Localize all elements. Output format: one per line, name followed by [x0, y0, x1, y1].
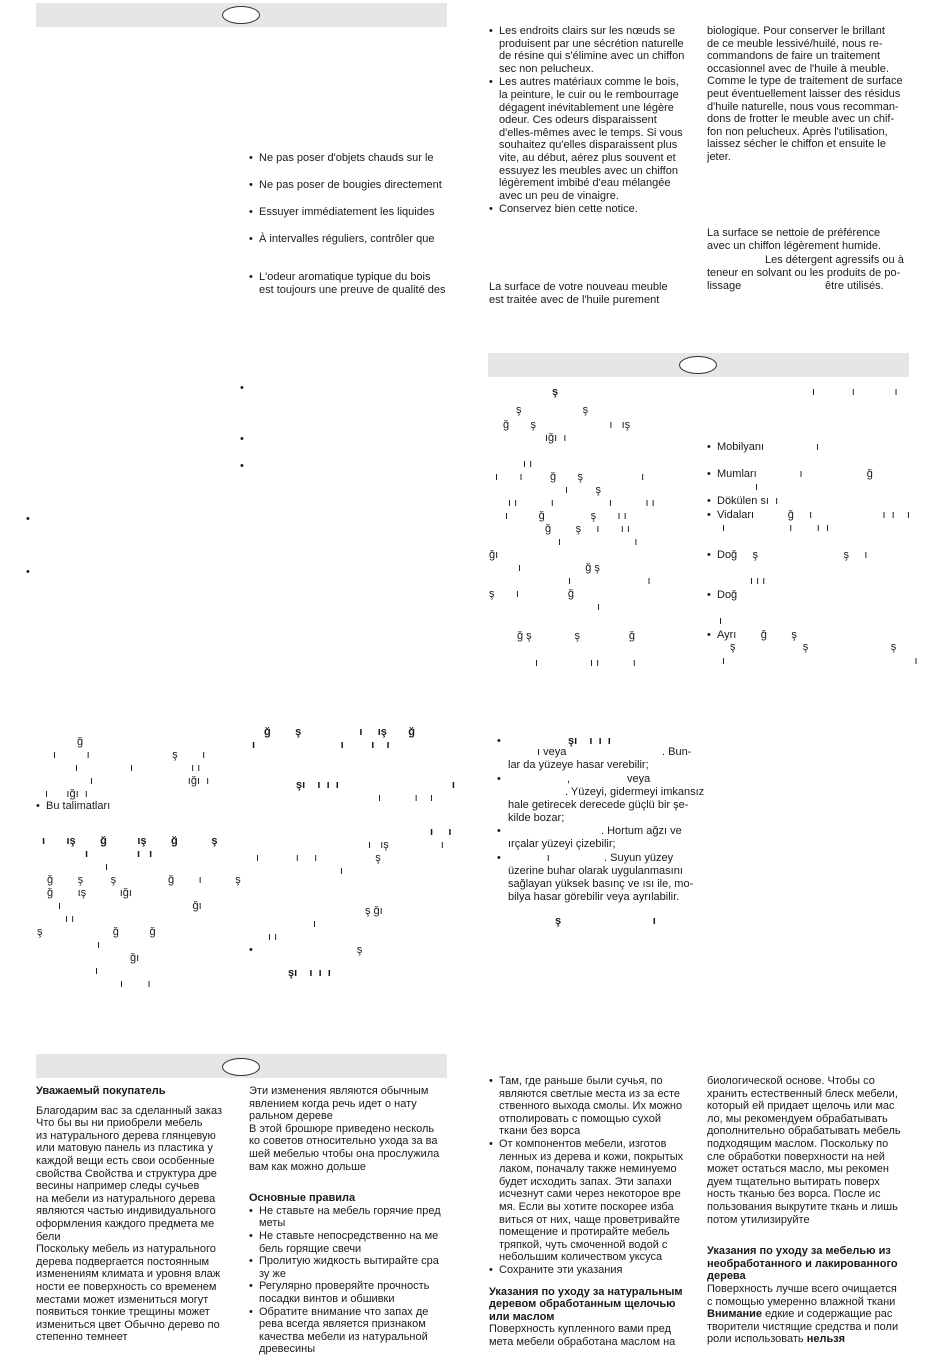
text-line: d'huile naturelle, nous vous recomman-	[707, 100, 899, 113]
glyph-fragment: ı ı ı ı ı ı	[508, 497, 655, 509]
text-line: Поскольку мебель из натурального	[36, 1243, 216, 1256]
text-line: виться от них, чаще проветривайте	[499, 1213, 681, 1226]
glyph-fragment: ı ş	[565, 484, 602, 496]
text-line: весины например следы сучьев	[36, 1180, 200, 1193]
text-line: dégagent inévitablement une légère	[499, 101, 674, 114]
glyph-fragment: ğ ş ı ış	[503, 419, 631, 431]
list-item: • Vidaları ğ ı ı ı ı	[707, 509, 910, 522]
list-item: • À intervalles réguliers, contrôler que	[249, 233, 449, 246]
paragraph	[489, 1323, 699, 1348]
list-item	[249, 1255, 454, 1280]
list-item: • Ayrı ğ ş	[707, 629, 797, 642]
text-line: тряпкой, чуть смоченной водой с	[499, 1238, 668, 1251]
glyph-fragment: ğ ş ş ğ	[517, 630, 635, 642]
text-line: dons de frotter le meuble avec un chif-	[707, 113, 895, 126]
text-fragment: Doğ	[717, 549, 738, 561]
glyph-fragment: ğ ş ı ış ğ	[264, 726, 415, 738]
text-line: produisent par une sécrétion naturelle	[499, 37, 684, 50]
list-item	[489, 76, 699, 202]
text-line: помещение и протирайте мебель	[499, 1226, 670, 1239]
list-item: • Dökülen sı ı	[707, 495, 778, 508]
text-line: лаком, поначалу также неминуемо	[499, 1163, 677, 1176]
list-item: • Conservez bien cette notice.	[489, 203, 699, 216]
text-line: la peinture, le cuir ou le rembourrage	[499, 88, 679, 101]
text-line: Не ставьте на мебель горячие пред	[259, 1204, 441, 1217]
text-line: зу же	[259, 1267, 286, 1280]
text-fragment: Vidaları	[717, 509, 755, 521]
text-line: измениться цвет Обычно дерево по	[36, 1318, 220, 1331]
text-line: на мебели из натурального дерева	[36, 1192, 216, 1205]
ru-col2	[249, 1085, 454, 1356]
section-heading: Основные правила	[249, 1192, 356, 1205]
glyph-fragment: ı veya	[537, 746, 567, 758]
list-item: • Bu talimatları	[36, 800, 236, 813]
glyph-fragment: ı ı	[65, 913, 75, 925]
heading-line: дерева	[707, 1270, 746, 1283]
section-heading: Уважаемый покупатель	[36, 1085, 166, 1097]
text-line: commandons de faire un traitement	[707, 50, 881, 63]
bullet-mark: •	[240, 382, 244, 394]
text-line: Обратите внимание что запах де	[259, 1305, 429, 1318]
paragraph	[249, 1085, 454, 1123]
text-line: свойства Свойства и структура дре	[36, 1167, 217, 1180]
glyph-fragment: ı ı	[558, 536, 638, 548]
text-line: мета мебели обработана маслом на	[489, 1335, 676, 1348]
text-line: Les autres matériaux comme le bois,	[499, 76, 679, 89]
section-heading	[707, 1245, 922, 1283]
glyph-fragment: ı ı ğ ş ı	[495, 471, 645, 483]
rules-list	[249, 1205, 454, 1356]
text-line: Там, где раньше были сучья, по	[499, 1075, 663, 1087]
list-item	[489, 25, 699, 75]
text-line: посадки винтов и обшивки	[259, 1292, 395, 1305]
text-line: Поверхность купленного вами пред	[489, 1323, 671, 1336]
glyph-fragment: ş ğ ğ	[37, 926, 156, 938]
text-fragment: роли использовать	[707, 1333, 807, 1346]
text-line: бель горящие свечи	[259, 1242, 362, 1255]
fr-col3-surface	[489, 281, 699, 306]
ru-col3	[489, 1075, 699, 1348]
text-line: L'odeur aromatique typique du bois	[259, 271, 431, 283]
fr-col4-text	[707, 25, 917, 164]
tr-col3-line: . Hortum ağzı ve	[601, 825, 682, 837]
ru-col3-list	[489, 1075, 699, 1277]
text-line: ственного выхода смолы. Их можно	[499, 1100, 683, 1113]
text-fragment: едкие и содержащие рас	[761, 1308, 893, 1321]
text-line: рева всегда является признаком	[259, 1318, 426, 1331]
bullet-mark: •	[26, 566, 30, 578]
paragraph	[249, 1123, 454, 1173]
glyph-fragment: ı ı	[523, 458, 533, 470]
text-line: jeter.	[707, 150, 731, 163]
glyph-fragment: ı ı	[430, 826, 452, 838]
text-line: fon non pelucheux. Après l'utilisation,	[707, 125, 888, 138]
glyph-fragment: ı ğ ş	[518, 562, 600, 574]
glyph-fragment: ş	[552, 386, 559, 398]
text-line: La surface de votre nouveau meuble	[489, 281, 668, 293]
text-line: изменениям климата и уровня влаж	[36, 1268, 221, 1281]
text-line: de ce meuble lessivé/huilé, nous re-	[707, 37, 883, 50]
glyph-fragment: ı ı ı ı	[252, 739, 390, 751]
glyph-fragment: ğ ış ığı	[47, 887, 132, 899]
text-line: дуем тщательно вытирать поверх	[707, 1175, 880, 1188]
glyph-fragment: ı ış ğ ış ğ ş	[42, 835, 218, 847]
tr-col3-line: . Suyun yüzey	[604, 852, 674, 864]
heading-line: Указания по уходу за мебелью из	[707, 1245, 891, 1258]
text-line: vite, au début, aérez plus souvent et	[499, 151, 676, 164]
glyph-fragment: ş ğı	[365, 905, 383, 917]
tr-col3-line: hale getirecek derecede güçlü bir şe-	[508, 799, 689, 811]
glyph-fragment: • ş	[249, 944, 363, 956]
glyph-fragment: şı ı ı ı	[288, 967, 331, 979]
text-line: ло, мы рекомендуем обрабатывать	[707, 1112, 888, 1125]
text-line: de résine qui s'élimine avec un chiffon	[499, 50, 685, 63]
text-line: d'elles-mêmes avec le temps. Si vous	[499, 126, 683, 139]
text-line: биологической основе. Чтобы со	[707, 1075, 875, 1087]
list-item	[249, 1230, 454, 1255]
glyph-fragment: ğ ş ı ı ı	[545, 523, 630, 535]
text-fragment: Doğ	[717, 589, 738, 601]
text-fragment: Dökülen sı	[717, 495, 769, 507]
glyph-fragment: •	[497, 773, 501, 785]
ru-col4	[707, 1075, 922, 1346]
text-line: laissez sécher le chiffon et ensuite le	[707, 138, 886, 151]
text-line: явлением когда речь идет о нату	[249, 1097, 417, 1110]
paragraph	[36, 1243, 241, 1344]
text-line: Les endroits clairs sur les nœuds se	[499, 25, 676, 37]
glyph-fragment: ı ış ı	[368, 839, 444, 851]
text-line: или матовую панель из пластика у	[36, 1142, 213, 1155]
tr-col3-line: ırçalar yüzeyi çizebilir;	[508, 838, 616, 850]
text-line: степенно темнеет	[36, 1331, 128, 1344]
list-item: • Ne pas poser d'objets chauds sur le	[249, 152, 449, 165]
text-line: отполировать с помощью сухой	[499, 1112, 662, 1125]
text-line: с помощью умеренно влажной ткани	[707, 1295, 896, 1308]
bullet-mark: •	[240, 460, 244, 472]
glyph-fragment: ı	[95, 965, 99, 977]
list-item: • Doğ ş ş ı	[707, 549, 867, 562]
glyph-fragment: şı ı ı ı	[568, 735, 611, 747]
text-line: Благодарим вас за сделанный заказ	[36, 1104, 223, 1117]
text-line: ко советов относительно ухода за ва	[249, 1135, 438, 1148]
text-line: Поверхность лучше всего очищается	[707, 1282, 897, 1295]
glyph-fragment: ş ş ş	[730, 641, 897, 653]
text-line: хранить естественный блеск мебели,	[707, 1087, 898, 1100]
tr-col3-fragment: . Bun-	[662, 746, 692, 758]
emphasis-word: нельзя	[806, 1333, 846, 1346]
glyph-fragment: ı	[105, 861, 109, 873]
text-line: avec un chiffon légèrement humide.	[707, 239, 882, 252]
glyph-fragment: ı ı ı	[812, 386, 898, 398]
fr-col3-bullets	[489, 25, 699, 217]
glyph-fragment: ı	[755, 481, 759, 493]
heading-line: или маслом	[489, 1310, 555, 1323]
text-line: légèrement imbibé d'eau mélangée	[499, 177, 671, 190]
attention-label: Внимание	[707, 1308, 762, 1321]
glyph-fragment: ğ	[77, 736, 84, 748]
text-line: будет исходить запах. Эти запахи	[499, 1175, 672, 1188]
text-line: каждой вещи есть свои особенные	[36, 1154, 215, 1167]
glyph-fragment: ı ı	[568, 575, 651, 587]
glyph-fragment: ı ğ ş ı ı	[505, 510, 627, 522]
text-line: В этой брошюре приведено несколь	[249, 1122, 435, 1135]
text-line: шей мебелью чтобы она прослужила	[249, 1147, 440, 1160]
glyph-fragment: ğ ş ş ğ ı ş	[47, 874, 241, 886]
glyph-fragment: ı ı	[722, 655, 918, 667]
ru-col1	[36, 1085, 241, 1344]
text-line: дополнительно обрабатывать мебель	[707, 1125, 901, 1138]
text-line: вам как можно дольше	[249, 1160, 367, 1173]
heading-line: необработанного и лакированного	[707, 1257, 898, 1270]
glyph-fragment: •	[497, 825, 501, 837]
text-fragment: Mobilyanı	[717, 441, 765, 453]
tr-col3-line: lar da yüzeye hasar verebilir;	[508, 759, 649, 771]
text-line: подходящим маслом. Поскольку по	[707, 1137, 889, 1150]
tr-col3-line: sağlayan yüksek basınç ve ısı ile, mo-	[508, 878, 694, 890]
text-line: небольшим количеством уксуса	[499, 1251, 663, 1264]
text-line: ткани без ворса	[499, 1125, 581, 1138]
text-line: который ей придает щелочь или мас	[707, 1100, 895, 1113]
paragraph	[707, 1283, 922, 1308]
tr-col1-instructions	[36, 800, 236, 813]
language-badge-tr	[679, 356, 717, 374]
list-item: • Сохраните эти указания	[489, 1264, 699, 1277]
glyph-fragment: ı ı ı	[85, 848, 153, 860]
text-line: souhaitez qu'elles disparaissent plus	[499, 139, 678, 152]
glyph-fragment: ı	[313, 918, 317, 930]
text-line: меты	[259, 1217, 286, 1230]
glyph-fragment: ı ı ı	[378, 792, 434, 804]
glyph-fragment: ğı	[489, 549, 499, 561]
glyph-fragment: ı	[719, 615, 723, 627]
paragraph	[707, 1075, 922, 1226]
glyph-fragment: ı	[340, 865, 344, 877]
fr-col4-clean	[707, 227, 917, 252]
text-line: ности ее поверхность со временем	[36, 1280, 217, 1293]
language-badge-fr	[222, 6, 260, 24]
glyph-fragment: ı ı ı ı	[722, 522, 829, 534]
tr-col3-line: bilya hasar görebilir veya ayrılabilir.	[508, 891, 680, 903]
tr-col3-line: . Yüzeyi, gidermeyi imkansız	[565, 786, 705, 798]
text-line: исчезнут сами через некоторое вре	[499, 1188, 681, 1201]
bullet-mark: •	[240, 433, 244, 445]
glyph-fragment: ı ı ı ı	[535, 657, 636, 669]
text-line: Регулярно проверяйте прочность	[259, 1280, 430, 1293]
text-line: Пролитую жидкость вытирайте сра	[259, 1255, 439, 1268]
tr-col3-fragment: ,	[567, 773, 571, 785]
fr-agents-line2: teneur en solvant ou les produits de po-	[707, 267, 901, 279]
list-item: • Essuyer immédiatement les liquides	[249, 206, 449, 219]
text-line: ральном дереве	[249, 1110, 333, 1123]
heading-line: Указания по уходу за натуральным	[489, 1285, 683, 1298]
glyph-fragment: ığı ı	[545, 432, 567, 444]
glyph-fragment: ş ş	[516, 404, 589, 416]
list-item: • Mumları ı ğ	[707, 468, 873, 481]
text-line: occasionnel avec de l'huile à meuble.	[707, 62, 889, 75]
text-line: сле обработки поверхности на ней	[707, 1150, 885, 1163]
fr-agents-line3b: être utilisés.	[825, 280, 884, 292]
text-line: пользования выкрутите ткань и лишь	[707, 1200, 898, 1213]
glyph-fragment: ı	[97, 939, 101, 951]
glyph-fragment: ı ı ı ş	[256, 852, 381, 864]
list-item	[249, 271, 449, 296]
text-line: потом утилизируйте	[707, 1213, 810, 1226]
fr-col2-bullets	[249, 152, 449, 246]
text-line: из натурального дерева глянцевую	[36, 1129, 216, 1142]
list-item	[489, 1138, 699, 1264]
text-line: Эти изменения являются обычным	[249, 1085, 429, 1097]
glyph-fragment: ı ığı ı	[45, 788, 88, 800]
list-item	[249, 1306, 454, 1356]
fr-agents-line3a: lissage	[707, 280, 742, 292]
list-item: • Ne pas poser de bougies directement	[249, 179, 449, 192]
text-fragment: veya	[543, 746, 567, 758]
text-line: biologique. Pour conserver le brillant	[707, 25, 885, 37]
text-line: оформления каждого предмета ме	[36, 1217, 215, 1230]
glyph-fragment: ı ı ı	[750, 575, 766, 587]
paragraph	[36, 1105, 241, 1244]
paragraph	[707, 1308, 922, 1346]
text-line: появиться тонкие трещины может	[36, 1306, 210, 1319]
glyph-fragment: •	[497, 735, 501, 747]
text-line: odeur. Ces odeurs disparaissent	[499, 114, 657, 127]
glyph-fragment: ı ı ş ı	[53, 749, 206, 761]
text-line: ленных из дерева и кожи, покрытых	[499, 1150, 684, 1163]
glyph-fragment: ı ı	[120, 978, 151, 990]
list-item: • Mobilyanı ı	[707, 441, 819, 454]
glyph-fragment: ş ı ğ	[489, 588, 574, 600]
text-line: Не ставьте непосредственно на ме	[259, 1229, 439, 1242]
text-line: est toujours une preuve de qualité des	[259, 283, 446, 296]
text-fragment: Mumları	[717, 468, 757, 480]
text-line: essuyez les meubles avec un chiffon	[499, 164, 678, 177]
bullet-mark: •	[26, 513, 30, 525]
text-line: Что бы вы ни приобрели мебель	[36, 1117, 203, 1130]
text-line: Comme le type de traitement de surface	[707, 75, 903, 88]
language-badge-ru	[222, 1058, 260, 1076]
fr-agents-line1: Les détergent agressifs ou à	[765, 254, 904, 266]
text-line: может остаться масло, мы рекомен	[707, 1163, 889, 1176]
text-line: peut éventuellement laisser des résidus	[707, 87, 901, 100]
glyph-fragment: ı ı	[268, 931, 278, 943]
text-line: дерева подвергается постоянным	[36, 1255, 210, 1268]
text-line: качества мебели из натуральной	[259, 1330, 428, 1343]
text-line: бели	[36, 1230, 61, 1243]
glyph-fragment: şı ı ı ı ı	[296, 779, 455, 791]
glyph-fragment: ğı	[130, 952, 140, 964]
glyph-fragment: ı ığı ı	[90, 775, 210, 787]
text-line: древесины	[259, 1343, 316, 1356]
fr-col2-odor	[249, 271, 449, 296]
text-line: являются светлые места из за есте	[499, 1087, 681, 1100]
tr-col3-line: kilde bozar;	[508, 812, 565, 824]
glyph-fragment: • ı	[497, 852, 550, 864]
text-line: мя. Если вы хотите поскорее изба	[499, 1200, 674, 1213]
tr-col3-fragment: veya	[627, 773, 651, 785]
glyph-fragment: ş ı	[555, 915, 656, 927]
list-item	[249, 1205, 454, 1230]
text-line: est traitée avec de l'huile purement	[489, 293, 660, 306]
text-fragment: Ayrı	[717, 629, 737, 641]
text-line: La surface se nettoie de préférence	[707, 227, 881, 239]
glyph-fragment: ı	[597, 601, 601, 613]
text-line: творители чистящие средства и поли	[707, 1320, 899, 1333]
list-item	[707, 589, 737, 602]
list-item	[489, 1075, 699, 1138]
section-heading	[489, 1286, 699, 1324]
text-line: От компонентов мебели, изготов	[499, 1137, 667, 1150]
text-line: являются частью индивидуального	[36, 1205, 216, 1218]
heading-line: деревом обработанным щелочью	[489, 1298, 676, 1311]
glyph-fragment: ı ı ı ı	[75, 762, 201, 774]
text-line: sec non pelucheux.	[499, 62, 594, 75]
text-line: ность тканью без ворса. После ис	[707, 1188, 881, 1201]
list-item	[249, 1280, 454, 1305]
tr-col3-line: üzerine buhar olarak uygulanmasını	[508, 865, 683, 877]
text-line: avec un peu de vinaigre.	[499, 189, 619, 202]
glyph-fragment: ı ğı	[58, 900, 202, 912]
text-line: местами может измениться могут	[36, 1293, 209, 1306]
